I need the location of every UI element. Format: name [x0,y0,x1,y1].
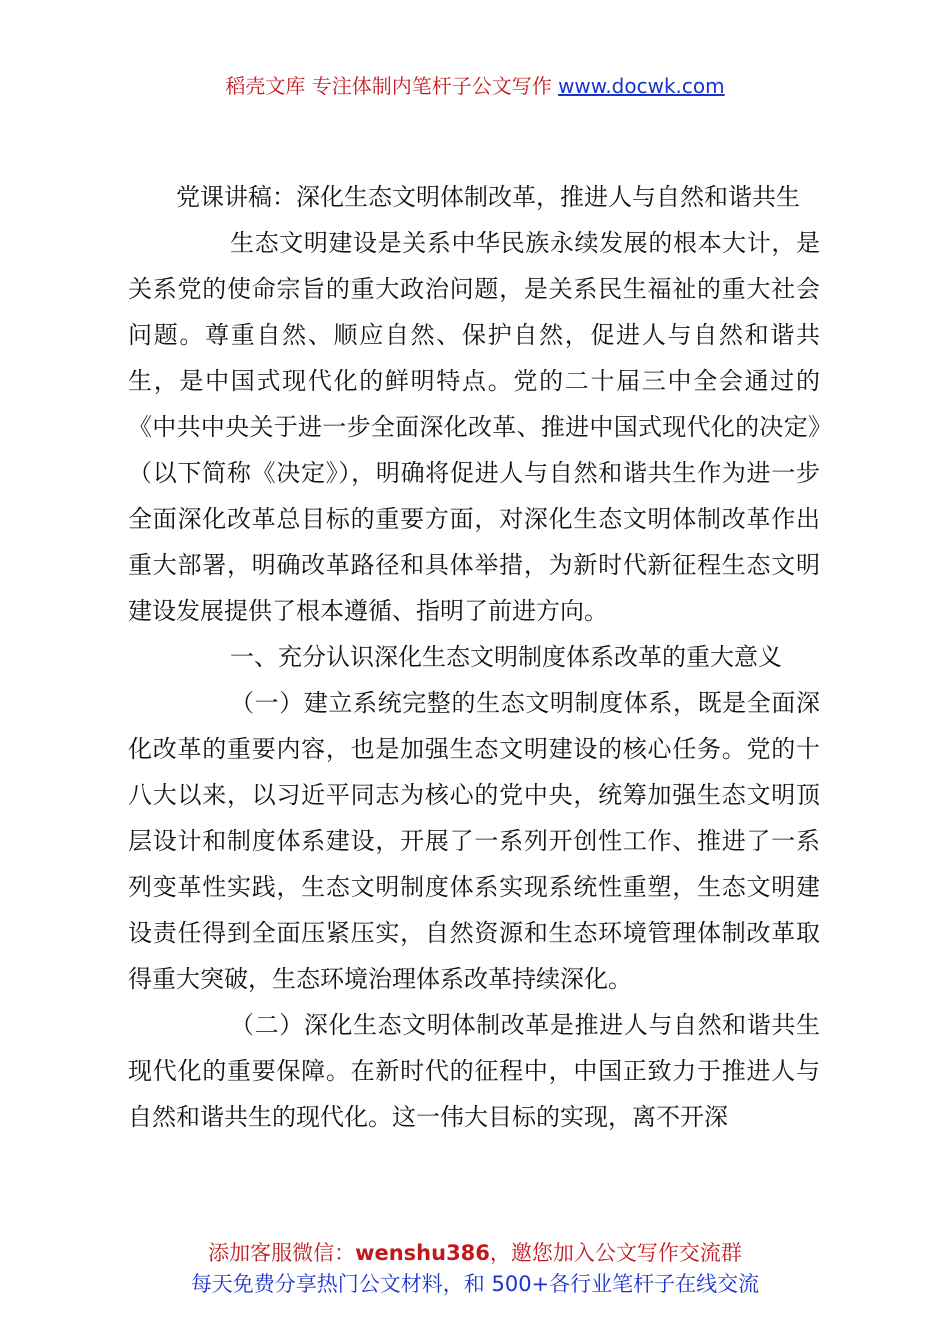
site-footer [0,1238,950,1300]
section-heading-1: 一、充分认识深化生态文明制度体系改革的重大意义 [230,643,782,671]
paragraph-1-2: （二）深化生态文明体制改革是推进人与自然和谐共生现代化的重要保障。在新时代的征程中，中国正致力于推进人与自然和谐共生的现代化。这一伟大目标的实现，离不开深 [128,1011,820,1131]
footer-suffix: ，邀您加入公文写作交流群 [489,1241,742,1265]
footer-prefix: 添加客服微信： [208,1241,356,1265]
brand-name: 稻壳文库 [225,74,306,98]
site-link[interactable]: www.docwk.com [558,74,725,98]
document-body [128,174,820,1140]
footer-promo-line: 每天免费分享热门公文材料，和 500+各行业笔杆子在线交流 [190,1272,760,1296]
paragraph-intro: 生态文明建设是关系中华民族永续发展的根本大计，是关系党的使命宗旨的重大政治问题，是关系民生福祉的重大社会问题。尊重自然、顺应自然、保护自然，促进人与自然和谐共生，是中国式现代化的鲜明特点。党的二十届三中全会通过的《中共中央关于进一步全面深化改革、推进中国式现代化的决定》（以下简称《决定》），明确将促进人与自然和谐共生作为进一步全面深化改革总目标的重要方面，对深化生态文明体制改革作出重大部署，明确改革路径和具体举措，为新时代新征程生态文明建设发展提供了根本遵循、指明了前进方向。 [128,229,820,625]
site-header [0,70,950,99]
footer-contact-line [0,1238,950,1269]
paragraph-1-1: （一）建立系统完整的生态文明制度体系，既是全面深化改革的重要内容，也是加强生态文明建设的核心任务。党的十八大以来，以习近平同志为核心的党中央，统筹加强生态文明顶层设计和制度体系建设，开展了一系列开创性工作、推进了一系列变革性实践，生态文明制度体系实现系统性重塑，生态文明建设责任得到全面压紧压实，自然资源和生态环境管理体制改革取得重大突破，生态环境治理体系改革持续深化。 [128,689,820,993]
wechat-id: wenshu386 [355,1241,490,1265]
brand-slogan: 专注体制内笔杆子公文写作 [311,74,552,98]
document-title: 党课讲稿：深化生态文明体制改革，推进人与自然和谐共生 [176,183,800,211]
